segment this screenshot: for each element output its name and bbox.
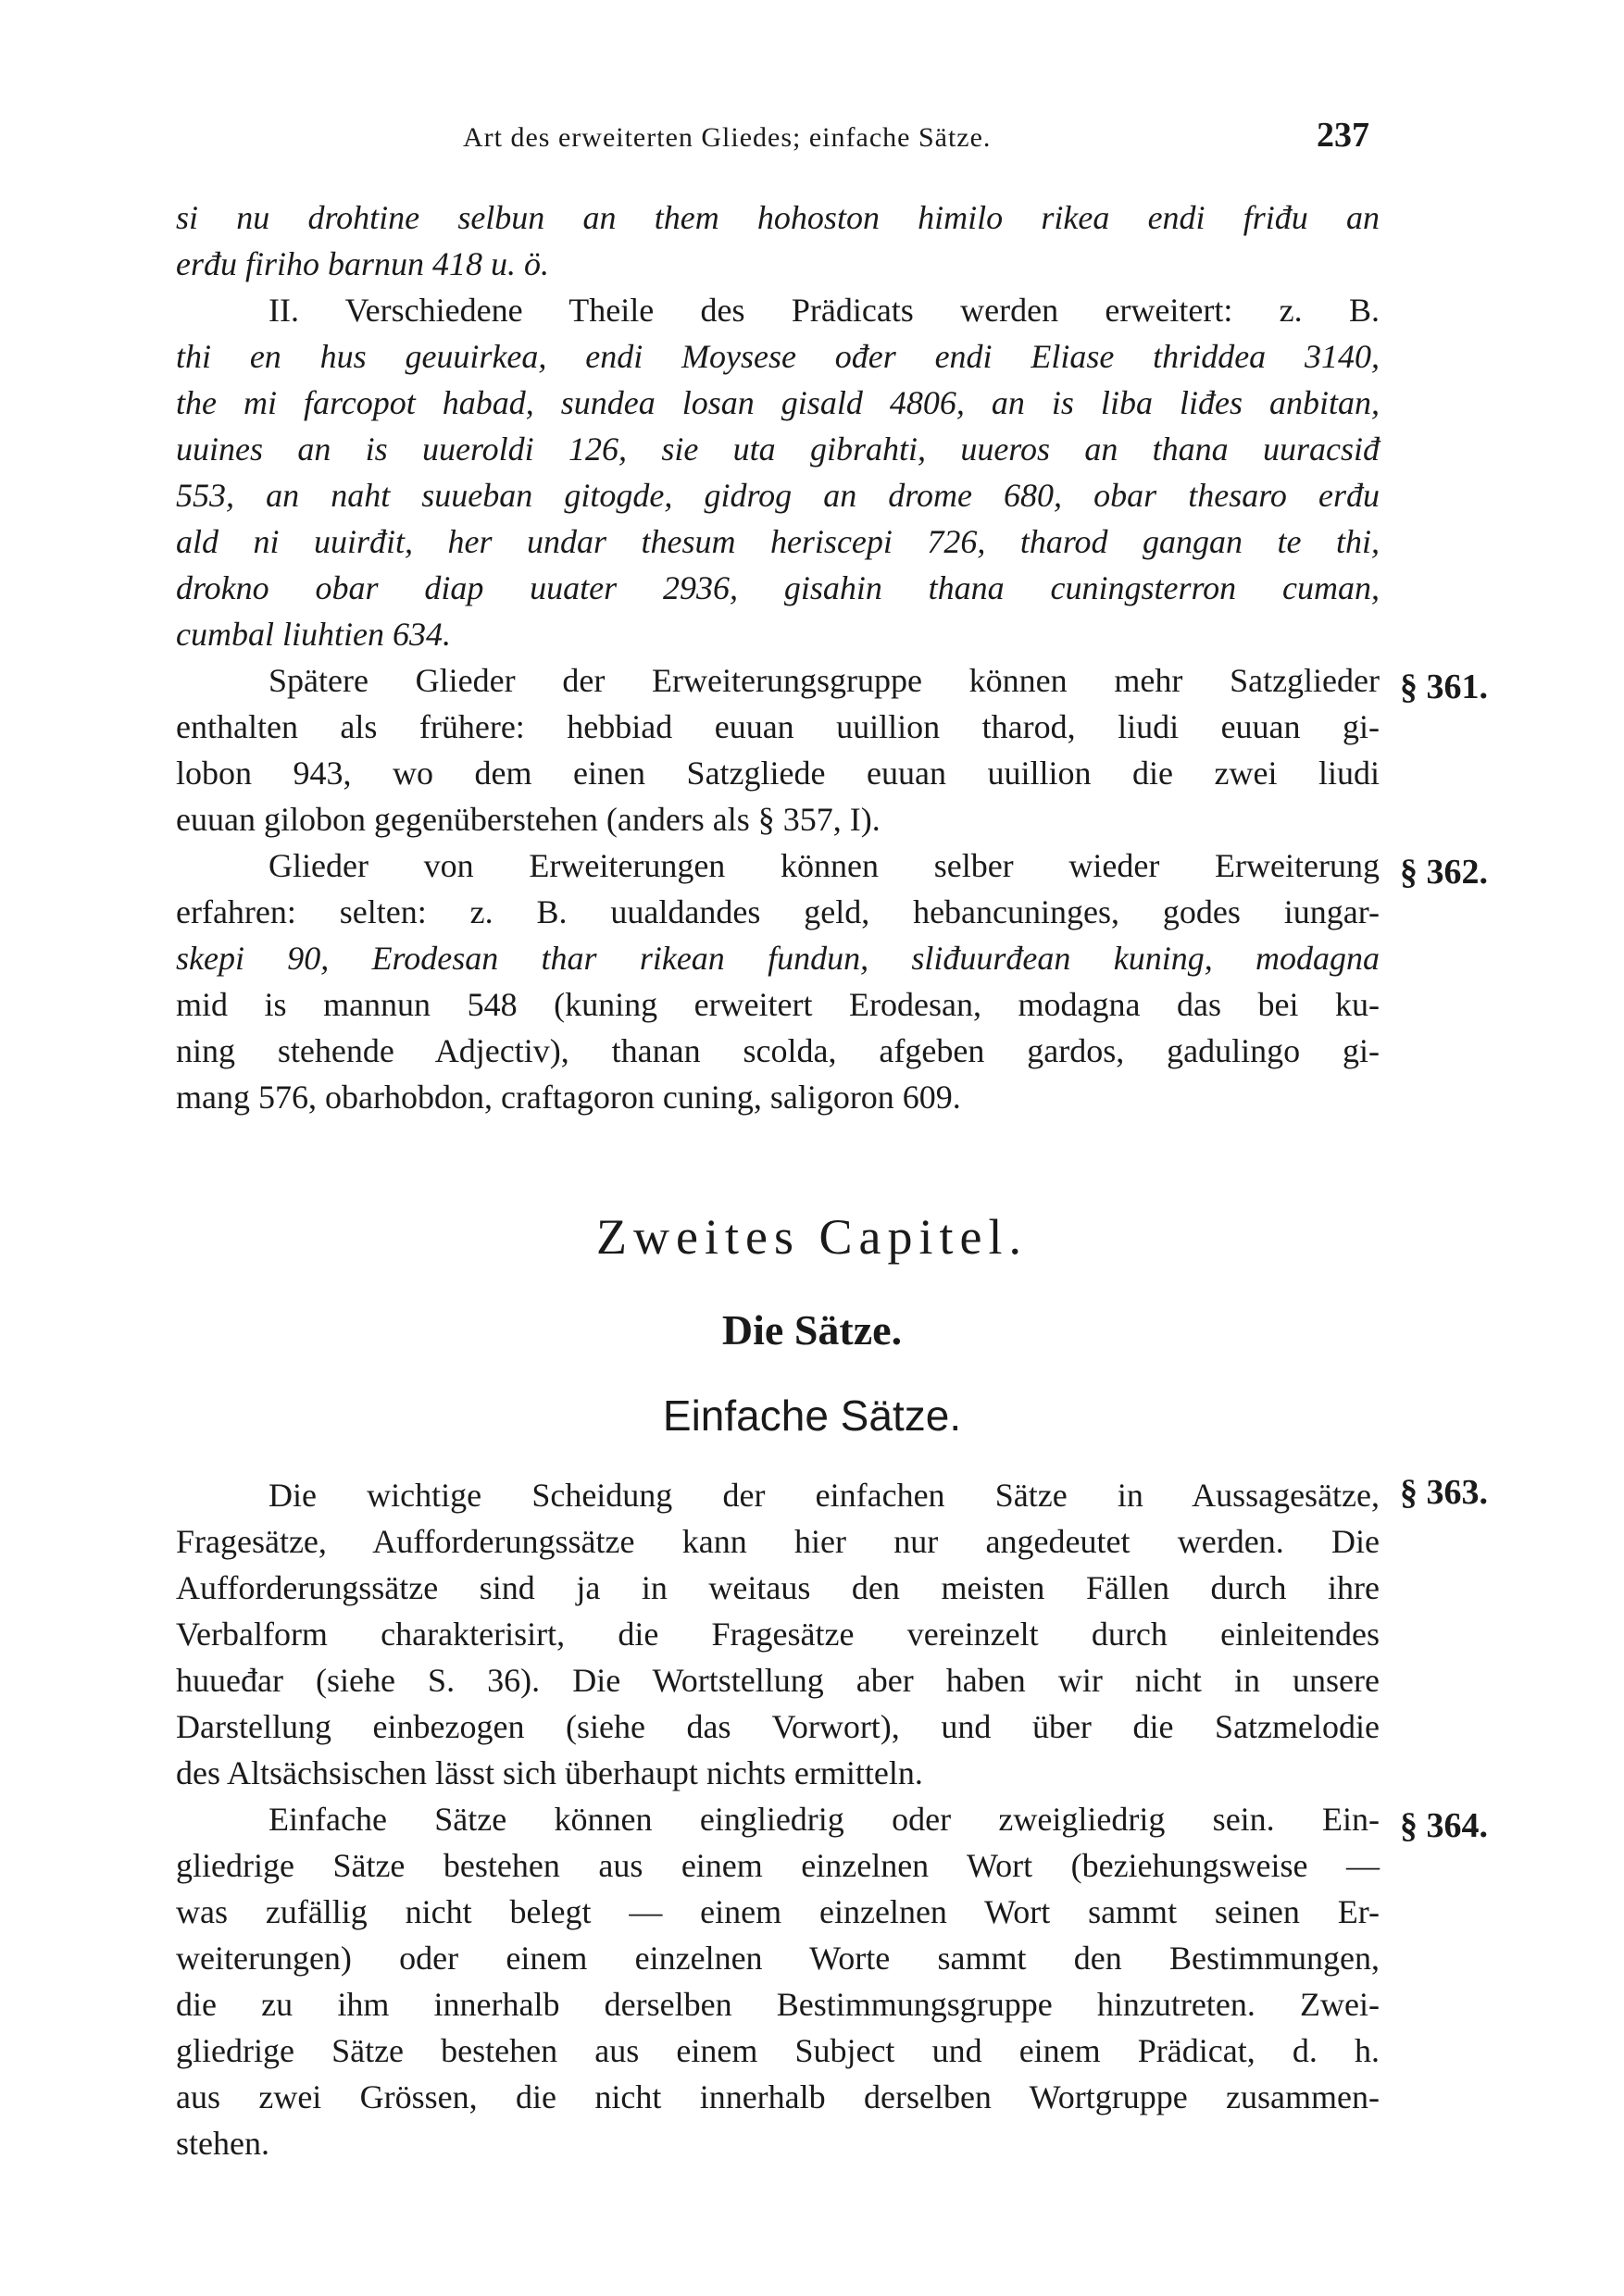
text-line: gliedrige Sätze bestehen aus einem einzelnen Wort (beziehungsweise — (176, 1847, 1380, 1884)
paragraph-continuation (176, 194, 1380, 287)
text-line: aus zwei Grössen, die nicht innerhalb derselben Wortgruppe zusammen- (176, 2078, 1380, 2115)
text-line: skepi 90, Erodesan thar rikean fundun, sliđuurđean kuning, modagna (176, 940, 1380, 977)
text-line: Aufforderungssätze sind ja in weitaus den meisten Fällen durch ihre (176, 1569, 1380, 1606)
paragraph-364 (176, 1796, 1380, 2166)
text-line: Fragesätze, Aufforderungssätze kann hier nur angedeutet werden. Die (176, 1523, 1380, 1560)
text-line: die zu ihm innerhalb derselben Bestimmungsgruppe hinzutreten. Zwei- (176, 1986, 1380, 2023)
text-line: des Altsächsischen lässt sich überhaupt nichts ermitteln. (176, 1754, 923, 1791)
chapter-title: Zweites Capitel. (596, 1209, 1028, 1265)
text-line: huueđar (siehe S. 36). Die Wortstellung aber haben wir nicht in unsere (176, 1662, 1380, 1699)
text-line: 553, an naht suueban gitogde, gidrog an drome 680, obar thesaro erđu (176, 477, 1380, 514)
text-line: thi en hus geuuirkea, endi Moysese ođer endi Eliase thriddea 3140, (176, 338, 1380, 375)
text-line: si nu drohtine selbun an them hohoston himilo rikea endi friđu an (176, 199, 1380, 236)
text-line: the mi farcopot habad, sundea losan gisald 4806, an is liba liđes anbitan, (176, 384, 1380, 421)
text-line: euuan gilobon gegenüberstehen (anders als § 357, I). (176, 801, 881, 838)
text-line: gliedrige Sätze bestehen aus einem Subject und einem Prädicat, d. h. (176, 2032, 1380, 2069)
text-line: drokno obar diap uuater 2936, gisahin thana cuningsterron cuman, (176, 569, 1380, 606)
text-line: uuines an is uueroldi 126, sie uta gibrahti, uueros an thana uuracsiđ (176, 430, 1380, 468)
text-line: Darstellung einbezogen (siehe das Vorwort), und über die Satzmelodie (176, 1708, 1380, 1745)
paragraph-362 (176, 842, 1380, 1120)
text-line: Spätere Glieder der Erweiterungsgruppe können mehr Satzglieder (269, 662, 1380, 699)
text-line: stehen. (176, 2125, 269, 2162)
section-number-363: § 363. (1400, 1473, 1488, 1512)
running-head: Art des erweiterten Gliedes; einfache Sätze. (463, 122, 992, 153)
text-line: ald ni uuirđit, her undar thesum heriscepi 726, tharod gangan te thi, (176, 523, 1380, 560)
text-line: erfahren: selten: z. B. uualdandes geld, hebancuninges, godes iungar- (176, 893, 1380, 930)
paragraph-predicate-extension (176, 287, 1380, 657)
text-line: weiterungen) oder einem einzelnen Worte sammt den Bestimmungen, (176, 1940, 1380, 1977)
section-number-364: § 364. (1400, 1806, 1488, 1845)
text-line: erđu firiho barnun 418 u. ö. (176, 245, 550, 282)
text-line: lobon 943, wo dem einen Satzgliede euuan uuillion die zwei liudi (176, 755, 1380, 792)
text-line: Einfache Sätze können eingliedrig oder zweigliedrig sein. Ein- (269, 1801, 1380, 1838)
paragraph-361 (176, 657, 1380, 842)
text-line: cumbal liuhtien 634. (176, 616, 451, 653)
text-line: Glieder von Erweiterungen können selber wieder Erweiterung (269, 847, 1380, 884)
subsection-title: Einfache Sätze. (662, 1391, 962, 1440)
section-title: Die Sätze. (721, 1306, 903, 1354)
text-line: II. Verschiedene Theile des Prädicats werden erweitert: z. B. (269, 292, 1380, 329)
text-line: Die wichtige Scheidung der einfachen Sätze in Aussagesätze, (269, 1477, 1380, 1514)
text-line: mid is mannun 548 (kuning erweitert Erodesan, modagna das bei ku- (176, 986, 1380, 1023)
section-number-361: § 361. (1400, 668, 1488, 706)
text-line: was zufällig nicht belegt — einem einzelnen Wort sammt seinen Er- (176, 1893, 1380, 1930)
page-number: 237 (1317, 116, 1369, 155)
text-line: ning stehende Adjectiv), thanan scolda, afgeben gardos, gadulingo gi- (176, 1032, 1380, 1069)
text-line: mang 576, obarhobdon, craftagoron cuning, saligoron 609. (176, 1079, 961, 1116)
section-number-362: § 362. (1400, 853, 1488, 892)
text-line: enthalten als frühere: hebbiad euuan uuillion tharod, liudi euuan gi- (176, 708, 1380, 745)
text-line: Verbalform charakterisirt, die Fragesätze vereinzelt durch einleitendes (176, 1616, 1380, 1653)
paragraph-363 (176, 1472, 1380, 1796)
